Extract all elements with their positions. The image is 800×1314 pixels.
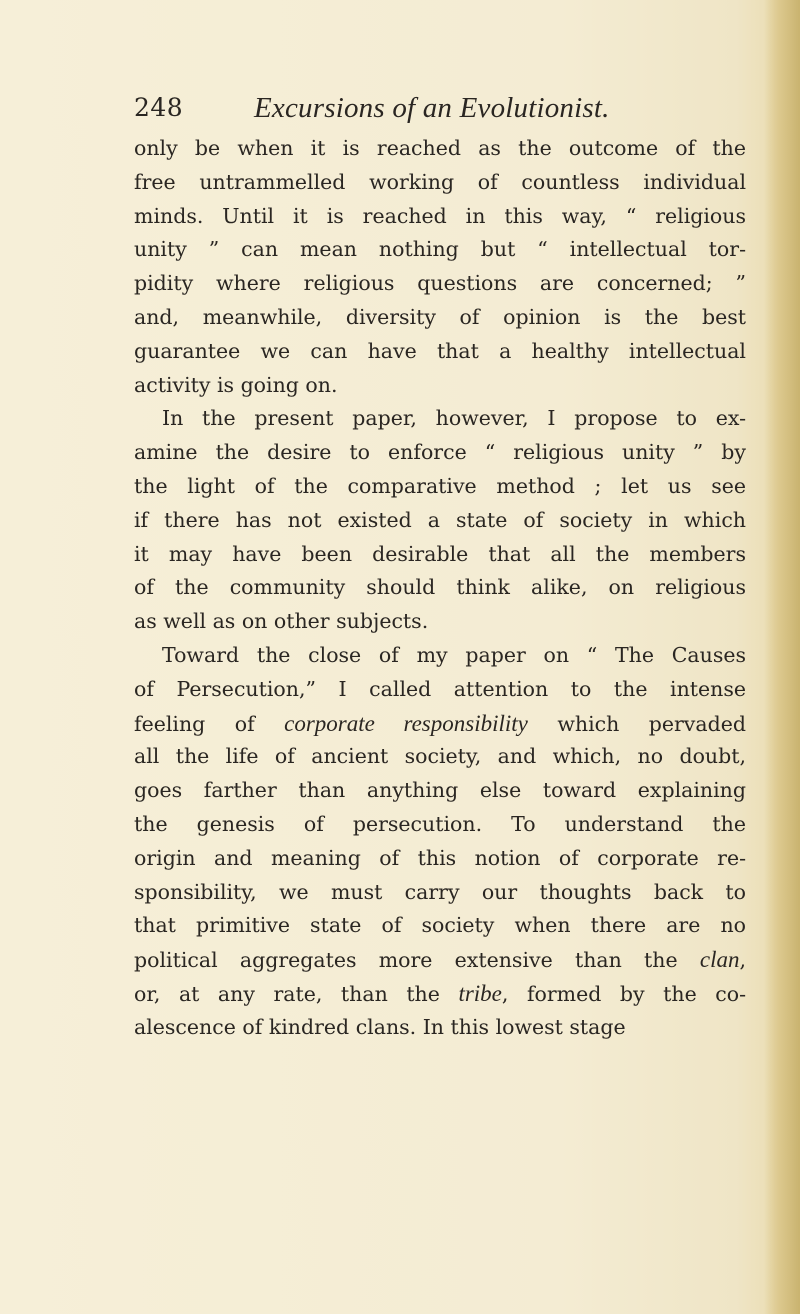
- text-line: [134, 470, 746, 504]
- running-title: Excursions of an Evolutionist.: [254, 92, 610, 124]
- italic-phrase: corporate responsibility: [284, 710, 528, 736]
- text-segment: which pervaded: [527, 711, 746, 736]
- text-segment: only be when it is reached as the outcome of the: [134, 136, 746, 160]
- body-text: [134, 132, 746, 1045]
- text-segment: feeling of: [134, 711, 285, 736]
- text-segment: guarantee we can have that a healthy intellectual: [134, 338, 746, 363]
- text-segment: goes farther than anything else toward explaining: [134, 778, 746, 803]
- text-line: [134, 504, 746, 538]
- text-line: [134, 977, 746, 1011]
- page-header: [134, 90, 734, 126]
- page-edge-shadow: [764, 0, 800, 1314]
- text-segment: , formed by the co-: [501, 981, 746, 1006]
- text-line: [134, 740, 746, 774]
- text-segment: alescence of kindred clans. In this lowest stage: [134, 1014, 626, 1039]
- text-line: [134, 673, 746, 707]
- text-line: [134, 538, 746, 572]
- text-segment: free untrammelled working of countless individual: [134, 169, 746, 194]
- text-segment: sponsibility, we must carry our thoughts back to: [134, 879, 746, 904]
- text-line: [134, 943, 746, 977]
- text-line: [134, 436, 746, 470]
- text-line: [134, 369, 746, 403]
- text-segment: pidity where religious questions are concerned; ”: [134, 271, 746, 296]
- page-number: 248: [134, 93, 184, 122]
- text-segment: of the community should think alike, on religious: [134, 575, 746, 600]
- text-line: [134, 233, 746, 267]
- text-segment: minds. Until it is reached in this way, “ religious: [134, 203, 746, 228]
- text-line: [134, 402, 746, 436]
- text-segment: of Persecution,” I called attention to the intense: [134, 676, 746, 701]
- text-line: [134, 808, 746, 842]
- text-segment: or, at any rate, than the: [134, 981, 459, 1006]
- text-segment: all the life of ancient society, and which, no doubt,: [134, 744, 746, 769]
- text-line: [134, 571, 746, 605]
- text-line: [134, 335, 746, 369]
- text-segment: Toward the close of my paper on “ The Causes: [162, 642, 746, 667]
- text-line: [134, 1011, 746, 1045]
- text-line: [134, 876, 746, 910]
- text-line: [134, 842, 746, 876]
- text-segment: the light of the comparative method ; let us see: [134, 473, 746, 498]
- text-line: [134, 301, 746, 335]
- text-segment: that primitive state of society when there are no: [134, 913, 746, 938]
- text-segment: unity ” can mean nothing but “ intellectual tor-: [134, 237, 746, 262]
- text-segment: as well as on other subjects.: [134, 609, 429, 634]
- text-segment: the genesis of persecution. To understand the: [134, 811, 746, 836]
- text-line: [134, 132, 746, 166]
- text-line: [134, 707, 746, 741]
- text-segment: In the present paper, however, I propose to ex-: [162, 406, 746, 431]
- text-line: [134, 166, 746, 200]
- text-line: [134, 639, 746, 673]
- text-segment: and, meanwhile, diversity of opinion is the best: [134, 304, 746, 329]
- italic-phrase: tribe: [458, 980, 502, 1006]
- text-segment: political aggregates more extensive than the: [134, 948, 700, 973]
- italic-phrase: clan: [699, 947, 740, 973]
- text-segment: if there has not existed a state of society in which: [134, 507, 746, 532]
- text-line: [134, 200, 746, 234]
- text-line: [134, 605, 746, 639]
- text-line: [134, 909, 746, 943]
- text-segment: it may have been desirable that all the members: [134, 541, 746, 566]
- text-line: [134, 267, 746, 301]
- text-line: [134, 774, 746, 808]
- text-segment: ,: [739, 948, 746, 973]
- text-segment: activity is going on.: [134, 372, 338, 397]
- text-segment: origin and meaning of this notion of corporate re-: [134, 845, 746, 870]
- text-segment: amine the desire to enforce “ religious unity ” by: [134, 440, 746, 465]
